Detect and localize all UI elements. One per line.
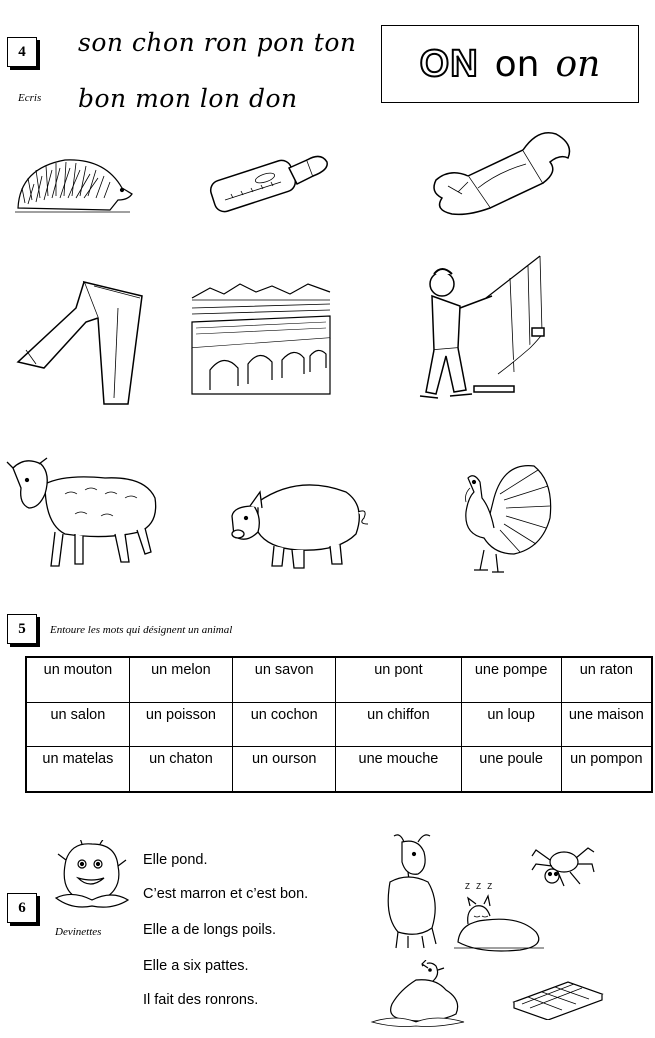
bridge-picture [190, 278, 332, 396]
word-cell[interactable]: un chaton [129, 747, 232, 792]
word-cell[interactable]: une pompe [461, 657, 561, 702]
riddle-5: Il fait des ronrons. [143, 992, 259, 1008]
table-row [26, 657, 652, 702]
baby-bottle-picture [203, 150, 331, 220]
word-cell[interactable]: un matelas [26, 747, 129, 792]
word-cell[interactable]: un pont [336, 657, 461, 702]
word-cell[interactable]: un salon [26, 702, 129, 746]
word-cell[interactable]: un chiffon [336, 702, 461, 746]
word-cell[interactable]: une mouche [336, 747, 461, 792]
exercise-6-number: 6 [7, 893, 37, 923]
riddle-1: Elle pond. [143, 852, 208, 868]
word-cell[interactable]: un cochon [233, 702, 336, 746]
exercise-5-instruction: Entoure les mots qui désignent un animal [50, 624, 233, 636]
spider-picture [530, 842, 596, 888]
syllables-line-2: bon mon lon don [78, 84, 298, 113]
word-cell[interactable]: un raton [561, 657, 652, 702]
word-cell[interactable]: une maison [561, 702, 652, 746]
sound-box [381, 25, 639, 103]
table-row [26, 702, 652, 746]
word-cell[interactable]: un poisson [129, 702, 232, 746]
word-cell[interactable]: une poule [461, 747, 561, 792]
sound-outline: ON [419, 42, 479, 85]
word-cell[interactable]: un pompon [561, 747, 652, 792]
exercise-4-number: 4 [7, 37, 37, 67]
riddle-4: Elle a six pattes. [143, 958, 249, 974]
table-row [26, 747, 652, 792]
exercise-6-label: Devinettes [55, 926, 102, 938]
word-cell[interactable]: un melon [129, 657, 232, 702]
word-table [25, 656, 653, 793]
word-cell[interactable]: un ourson [233, 747, 336, 792]
riddle-3: Elle a de longs poils. [143, 922, 276, 938]
chocolate-bar-picture [508, 972, 608, 1020]
sheep-picture [5, 454, 160, 570]
trousers-picture [14, 278, 144, 406]
exercise-4-label: Ecris [18, 92, 42, 104]
sound-print: on [494, 43, 540, 85]
word-cell[interactable]: un loup [461, 702, 561, 746]
word-cell[interactable]: un savon [233, 657, 336, 702]
sound-cursive: on [555, 43, 601, 85]
syllables-line-1: son chon ron pon ton [78, 28, 357, 57]
exercise-5-number: 5 [7, 614, 37, 644]
turkey-picture [444, 458, 554, 574]
candy-picture [428, 128, 576, 218]
monster-mascot-picture [52, 840, 130, 910]
hen-picture [366, 960, 470, 1028]
hedgehog-picture [10, 148, 135, 216]
sleeping-cat-picture [450, 892, 548, 954]
zzz-text: Z Z Z [465, 882, 495, 891]
pig-picture [228, 472, 370, 572]
word-cell[interactable]: un mouton [26, 657, 129, 702]
riddle-2: C’est marron et c’est bon. [143, 886, 309, 902]
man-fishing-picture [414, 252, 554, 406]
goat-picture [378, 832, 442, 950]
